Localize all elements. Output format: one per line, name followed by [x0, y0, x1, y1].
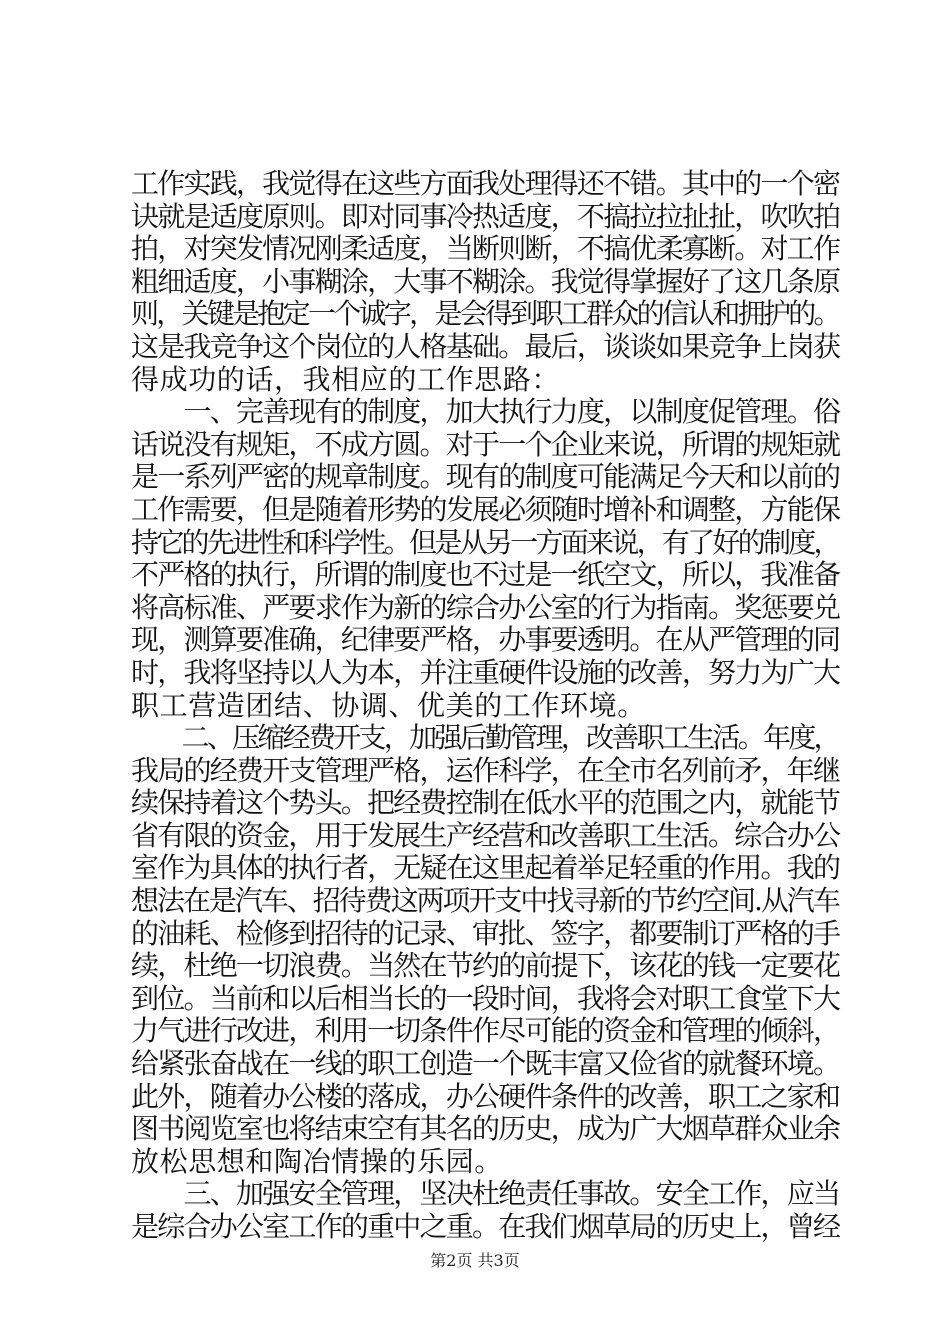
text-line: 不严格的执行，所谓的制度也不过是一纸空文，所以，我准备 — [131, 558, 840, 592]
text-line: 则，关键是抱定一个诚字，是会得到职工群众的信认和拥护的。 — [131, 297, 839, 331]
text-line: 诀就是适度原则。即对同事冷热适度，不搞拉拉扯扯，吹吹拍 — [131, 199, 840, 233]
text-line: 职工营造团结、协调、优美的工作环境。 — [131, 688, 646, 722]
text-line: 续保持着这个势头。把经费控制在低水平的范围之内，就能节 — [131, 786, 840, 820]
text-line: 省有限的资金，用于发展生产经营和改善职工生活。综合办公 — [131, 818, 840, 852]
text-line: 的油耗、检修到招待的记录、审批、签字，都要制订严格的手 — [131, 916, 840, 950]
text-line: 室作为具体的执行者，无疑在这里起着举足轻重的作用。我的 — [131, 851, 840, 885]
text-line: 持它的先进性和科学性。但是从另一方面来说，有了好的制度， — [131, 525, 839, 559]
text-line: 时，我将坚持以人为本，并注重硬件设施的改善，努力为广大 — [131, 655, 840, 689]
text-line: 想法在是汽车、招待费这两项开支中找寻新的节约空间.从汽车 — [131, 884, 839, 918]
text-line: 是综合办公室工作的重中之重。在我们烟草局的历史上，曾经 — [131, 1210, 840, 1243]
text-line: 这是我竞争这个岗位的人格基础。最后，谈谈如果竞争上岗获 — [131, 329, 840, 363]
text-line: 放松思想和陶冶情操的乐园。 — [131, 1144, 503, 1178]
text-line: 现，测算要准确，纪律要严格，办事要透明。在从严管理的同 — [131, 623, 840, 657]
text-line: 得成功的话，我相应的工作思路： — [131, 362, 561, 396]
text-line: 一、完善现有的制度，加大执行力度，以制度促管理。俗 — [131, 395, 840, 429]
document-body — [131, 168, 839, 1244]
text-line: 工作需要，但是随着形势的发展必须随时增补和调整，方能保 — [131, 492, 840, 526]
text-line: 此外，随着办公楼的落成，办公硬件条件的改善，职工之家和 — [131, 1079, 840, 1113]
text-line: 图书阅览室也将结束空有其名的历史，成为广大烟草群众业余 — [131, 1112, 840, 1146]
text-line: 三、加强安全管理，坚决杜绝责任事故。安全工作，应当 — [131, 1177, 840, 1211]
text-line: 二、压缩经费开支，加强后勤管理，改善职工生活。年度， — [131, 721, 839, 755]
text-line: 话说没有规矩，不成方圆。对于一个企业来说，所谓的规矩就 — [131, 427, 840, 461]
text-line: 将高标准、严要求作为新的综合办公室的行为指南。奖惩要兑 — [131, 590, 840, 624]
text-line: 力气进行改进，利用一切条件作尽可能的资金和管理的倾斜， — [131, 1014, 840, 1048]
text-line: 续，杜绝一切浪费。当然在节约的前提下，该花的钱一定要花 — [131, 949, 840, 983]
text-line: 给紧张奋战在一线的职工创造一个既丰富又俭省的就餐环境。 — [131, 1047, 840, 1081]
text-line: 是一系列严密的规章制度。现有的制度可能满足今天和以前的 — [131, 460, 840, 494]
text-line: 到位。当前和以后相当长的一段时间，我将会对职工食堂下大 — [131, 981, 840, 1015]
text-line: 工作实践，我觉得在这些方面我处理得还不错。其中的一个密 — [131, 167, 840, 200]
text-line: 粗细适度，小事糊涂，大事不糊涂。我觉得掌握好了这几条原 — [131, 264, 840, 298]
text-line: 拍，对突发情况刚柔适度，当断则断，不搞优柔寡断。对工作 — [131, 232, 840, 266]
text-line: 我局的经费开支管理严格，运作科学，在全市名列前矛，年继 — [131, 753, 840, 787]
page-footer: 第2页 共3页 — [430, 1251, 520, 1270]
